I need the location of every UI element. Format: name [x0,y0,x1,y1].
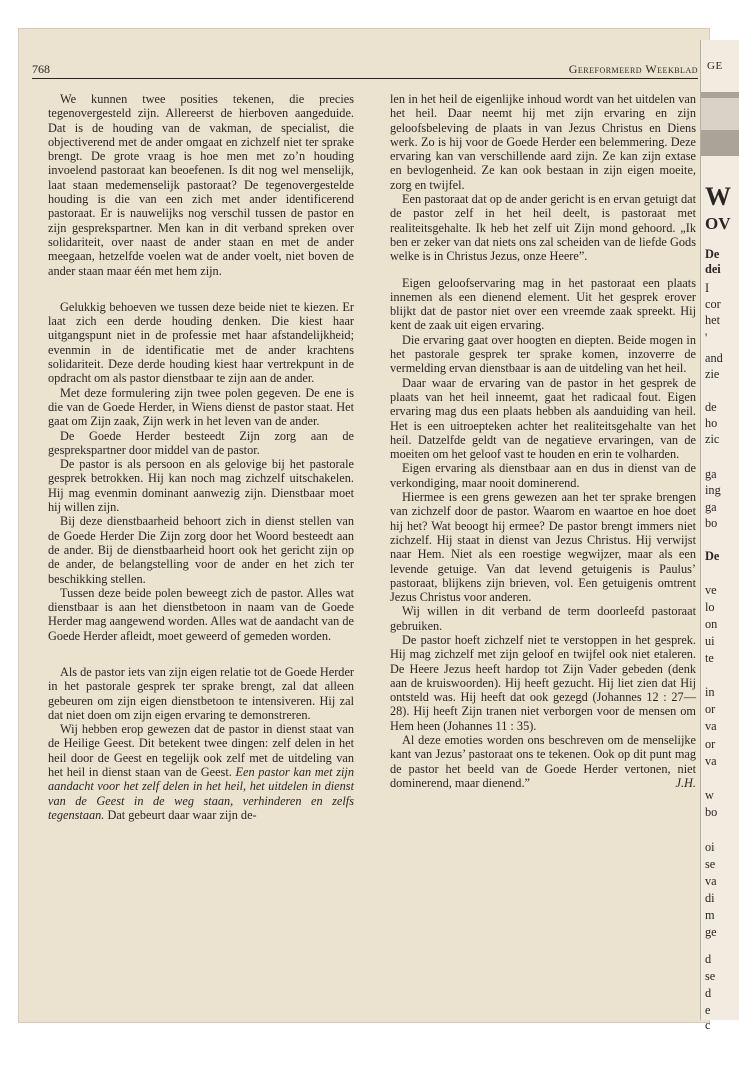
paragraph: Eigen ervaring als dienstbaar aan en dus in dienst van de verkondiging, maar nooit dominerend. [390,461,696,490]
adjacent-fragment: ga [705,467,717,481]
paragraph: Als de pastor iets van zijn eigen relatie tot de Goede Herder in het pastorale gesprek ter sprake brengt, zal dat alleen gebeuren om zijn eigen dienstbetoon te intensiveren. Hij zal dat niet doen om zijn eigen ervaring te demonstreren. [48,664,354,722]
paragraph: Daar waar de ervaring van de pastor in het gesprek de plaats van het heil inneemt, gaat het radicaal fout. Eigen ervaring mag dus een plaats hebben als aanduiding van heil. Het is een uitroepteken achter het realiteitsgehalte van het heil. Datzelfde geldt van de negatieve ervaringen, van de moeiten om het geloof vast te houden en erin te volharden. [390,375,696,462]
adjacent-fragment: se [705,857,716,871]
adjacent-page-title-band-inner [701,98,739,130]
paragraph: Tussen deze beide polen beweegt zich de pastor. Alles wat dienstbaar is aan het dienstbetoon in naam van de Goede Herder mag aangewend worden. Alles wat de aandacht van de Goede Herder afleidt, moet geweerd of gemeden worden. [48,585,354,643]
adjacent-fragment: het [705,313,721,327]
paragraph: Hiermee is een grens gewezen aan het ter sprake brengen van zichzelf door de pastor. Waarom en waartoe en hoe doet hij het? Wat beoogt hij ermee? De pastor brengt immers niet zichzelf. Hij staat in dienst van Jezus Christus. Hij verwijst naar Hem. Niet als een roestige wegwijzer, maar als een levende getuige. Van dat levend getuigenis is Paulus’ pastoraat, blijkens zijn brieven, vol. Een getuigenis omtrent Jezus Christus voor anderen. [390,490,696,605]
journal-title: Gereformeerd Weekblad [568,62,698,76]
paragraph: Die ervaring gaat over hoogten en diepten. Beide mogen in het pastorale gesprek ter sprake komen, inzoverre de vermelding ervan dienstbaar is aan de uitdeling van het heil. [390,332,696,376]
adjacent-fragment: bo [705,516,718,530]
paragraph-text: Wij hebben erop gewezen dat de pastor in dienst staat van de Heilige Geest. Dit betekent twee dingen: zelf delen in het heil door de Geest en tegelijk ook zelf met de uitdeling van het heil in dienst staan van de Geest. [48,722,354,780]
adjacent-fragment: te [705,651,714,665]
adjacent-fragment: ' [705,331,708,345]
italic-emphasis: Een pastor kan met zijn aandacht voor het zelf delen in het heil, het uitdelen in dienst van de Geest in de weg staan, verhinderen en zelfs tegenstaan. [48,765,354,822]
adjacent-fragment: ing [705,483,721,497]
paragraph: Een pastoraat dat op de ander gericht is en ervan getuigt dat de pastor zelf in het heil deelt, is pastoraat met realiteitsgehalte. Ik heb het zelf uit Zijn mond gehoord. „Ik ben er zeker van dat niets ons zal scheiden van de liefde Gods welke is in Christus Jezus, onze Heere”. [390,192,696,264]
adjacent-fragment: de [705,400,717,414]
paragraph: len in het heil de eigenlijke inhoud wordt van het uitdelen van het heil. Daar neemt hij met zijn ervaring en zijn geloofsbeleving de plaats in van Jezus Christus en Diens werk. Zo is hij voor de Goede Herder een belemmering. Deze ervaring kan van verschillende aard zijn. Ze kan zijn extase en bevlogenheid. Ze kan ook bestaan in zijn eigen moeite, zorg en twijfel. [390,92,696,192]
adjacent-fragment: dei [705,262,721,276]
author-signature: J.H. [675,776,696,791]
adjacent-fragment: I [705,281,710,295]
adjacent-fragment: d [705,952,712,966]
adjacent-fragment: w [705,788,714,802]
paragraph-tail: Dat gebeurt daar waar zijn de- [107,807,257,822]
adjacent-fragment: or [705,737,716,751]
adjacent-fragment: in [705,685,715,699]
left-column [48,92,354,822]
adjacent-page-edge [700,40,739,1032]
page-number: 768 [32,62,50,76]
adjacent-page-header: GE [707,60,723,72]
adjacent-fragment: di [705,891,715,905]
adjacent-fragment: lo [705,600,715,614]
paragraph: Bij deze dienstbaarheid behoort zich in dienst stellen van de Goede Herder Die Zijn zorg door het Woord besteedt aan de ander. Bij de dienstbaarheid hoort ook het gericht zijn op de ander, de belangstelling voor de ander en het zich ter beschikking stellen. [48,514,354,586]
paragraph: Al deze emoties worden ons beschreven om de menselijke kant van Jezus’ pastoraat ons te tekenen. Ook op dit punt mag de pastor het beeld van de Goede Herder vertonen, niet dominerend, maar dienend.” [390,733,696,790]
adjacent-fragment: W [705,182,731,211]
adjacent-fragment: e [705,1003,711,1017]
right-column [390,92,696,791]
adjacent-fragment: ve [705,583,717,597]
paragraph: De pastor is als persoon en als gelovige bij het pastorale gesprek betrokken. Hij kan noch mag zichzelf uitschakelen. Hij mag evenmin dominant aanwezig zijn. Dienstbaar moet hij willen zijn. [48,457,354,515]
paragraph [48,722,354,822]
adjacent-fragment: OV [705,214,731,233]
paragraph: Gelukkig behoeven we tussen deze beide niet te kiezen. Er laat zich een derde houding denken. Die kiest haar uitgangspunt niet in de professie met haar afstandelijkheid; evenmin in de identificatie met de ander krachtens solidariteit. Deze derde houding kiest haar vertrekpunt in de opdracht om als pastor dienstbaar te zijn aan de ander. [48,299,354,386]
running-header [32,62,698,79]
adjacent-fragment: va [705,874,717,888]
adjacent-fragment: d [705,986,712,1000]
adjacent-fragment: and [705,351,723,365]
adjacent-fragment: se [705,969,716,983]
adjacent-fragment: De [705,549,720,563]
adjacent-fragment: oi [705,840,715,854]
paragraph: Wij willen in dit verband de term doorleefd pastoraat gebruiken. [390,604,696,633]
adjacent-fragment: zic [705,432,720,446]
paragraph: We kunnen twee posities tekenen, die precies tegenovergesteld zijn. Allereerst de hierboven aangeduide. Dat is de houding van de vakman, de specialist, die objectiverend met de ander omgaat en zichzelf niet ter sprake brengt. De grote vraag is hoe men met zo’n houding invoelend pastoraat kan beoefenen. Is dit nog wel menselijk, laat staan medemenselijk pastoraat? De tegenovergestelde houding is die van een zich met ander identificerend pastoraat. Er is nauwelijks nog verschil tussen de pastor en zijn gesprekspartner. Men kan in dit verband spreken over solidariteit, over naast de ander staan en met de ander meegaan, hetzelfde voelen wat de ander voelt, niet boven de ander staan maar één met hem zijn. [48,92,354,278]
adjacent-fragment: ui [705,634,715,648]
adjacent-fragment: zie [705,367,720,381]
adjacent-fragment: De [705,247,720,261]
adjacent-fragment: ga [705,500,717,514]
paragraph: De pastor hoeft zichzelf niet te verstoppen in het gesprek. Hij mag zichzelf met zijn geloof en twijfel ook niet etaleren. De Heere Jezus heeft hardop tot Zijn Vader gebeden (denk aan de kruiswoorden). Hij heeft gezucht. Hij liet zien dat Hij ontsteld was. Hij heeft dat ook gezegd (Johannes 12 : 27—28). Hij heeft Zijn tranen niet verborgen voor de mensen om Hem heen (Johannes 11 : 35). [390,632,696,733]
adjacent-fragment: bo [705,805,718,819]
adjacent-fragment: ge [705,925,717,939]
paragraph: Eigen geloofservaring mag in het pastoraat een plaats innemen als een dienend element. Uit het gesprek erover blijkt dat de pastor niet over een vreemde zaak spreekt. Hij kent de zaak uit eigen ervaring. [390,275,696,333]
paragraph: De Goede Herder besteedt Zijn zorg aan de gesprekspartner door middel van de pastor. [48,428,354,457]
adjacent-fragment: va [705,754,717,768]
paragraph: Met deze formulering zijn twee polen gegeven. De ene is die van de Goede Herder, in Wiens dienst de pastor staat. Het gaat om Zijn zaak, Zijn werk in het leven van de ander. [48,385,354,429]
adjacent-fragment: on [705,617,718,631]
adjacent-fragment: or [705,702,716,716]
adjacent-fragment: c [705,1018,711,1032]
adjacent-fragment: m [705,908,715,922]
adjacent-fragment: ho [705,416,718,430]
adjacent-fragment: cor [705,297,721,311]
adjacent-fragment: va [705,719,717,733]
